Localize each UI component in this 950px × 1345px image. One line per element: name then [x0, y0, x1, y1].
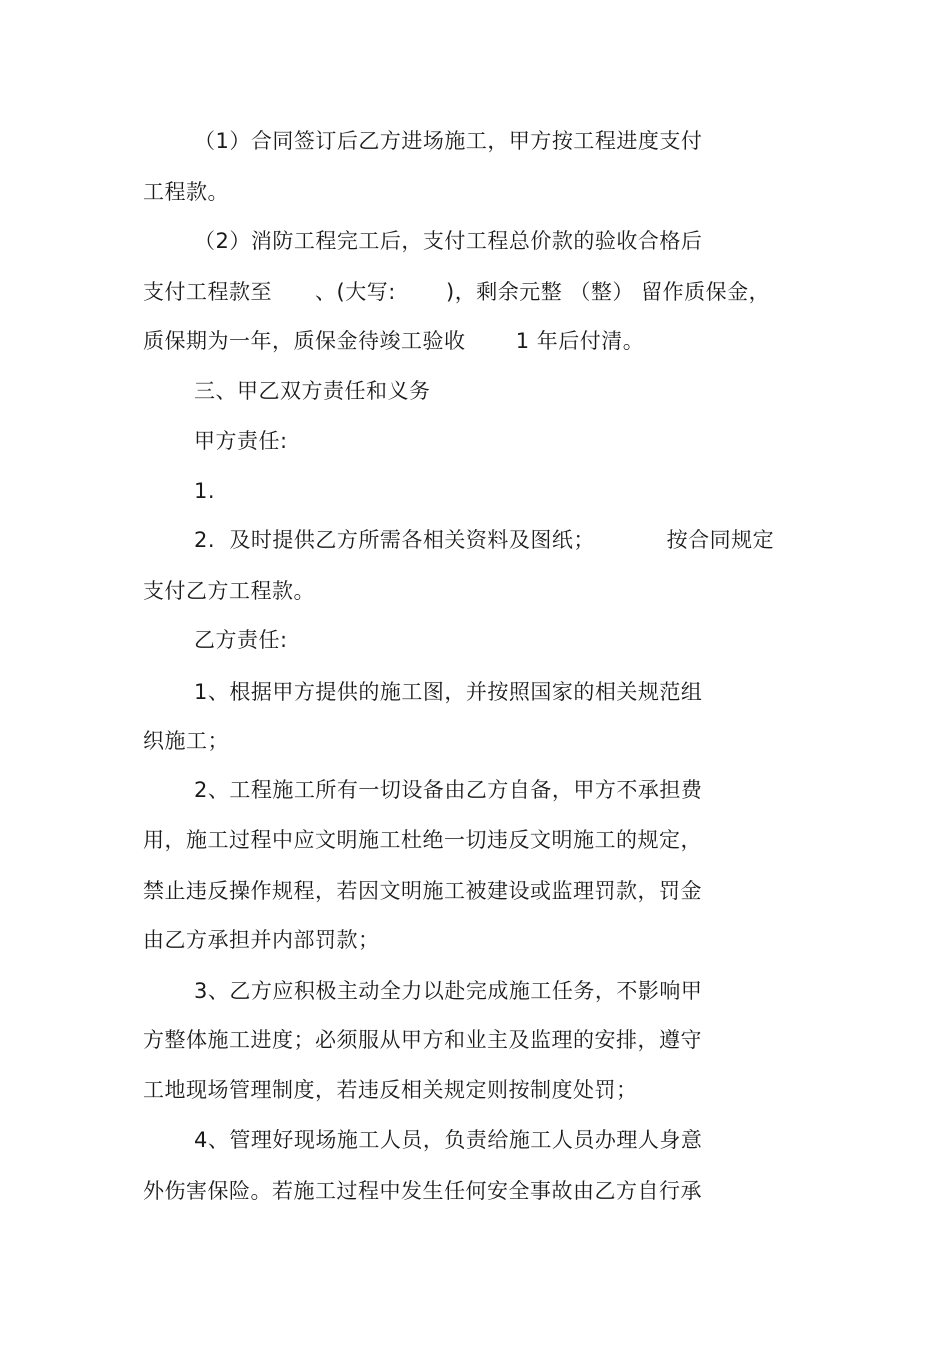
- paragraph-line: 织施工；: [143, 729, 229, 753]
- paragraph-line: 用，施工过程中应文明施工杜绝一切违反文明施工的规定，: [143, 828, 702, 852]
- paragraph-line: 支付工程款至 、(大写: )，剩余元整 （整） 留作质保金，: [143, 280, 771, 304]
- paragraph-line: （1）合同签订后乙方进场施工，甲方按工程进度支付: [194, 129, 703, 153]
- subheading: 乙方责任:: [194, 628, 288, 652]
- paragraph-line: 质保期为一年，质保金待竣工验收 1 年后付清。: [143, 329, 645, 353]
- list-item: 2、工程施工所有一切设备由乙方自备，甲方不承担费: [194, 778, 703, 802]
- list-item: 2. 及时提供乙方所需各相关资料及图纸； 按合同规定: [194, 528, 775, 552]
- paragraph-line: 方整体施工进度；必须服从甲方和业主及监理的安排，遵守: [143, 1028, 702, 1052]
- list-item: 4、管理好现场施工人员，负责给施工人员办理人身意: [194, 1128, 703, 1152]
- paragraph-line: （2）消防工程完工后，支付工程总价款的验收合格后: [194, 229, 703, 253]
- list-item: 1、根据甲方提供的施工图，并按照国家的相关规范组: [194, 680, 703, 704]
- paragraph-line: 禁止违反操作规程，若因文明施工被建设或监理罚款，罚金: [143, 879, 702, 903]
- paragraph-line: 外伤害保险。若施工过程中发生任何安全事故由乙方自行承: [143, 1179, 702, 1203]
- paragraph-line: 由乙方承担并内部罚款；: [143, 928, 380, 952]
- list-item: 1.: [194, 479, 216, 503]
- paragraph-line: 工程款。: [143, 180, 229, 204]
- paragraph-line: 工地现场管理制度，若违反相关规定则按制度处罚；: [143, 1078, 638, 1102]
- paragraph-line: 支付乙方工程款。: [143, 579, 315, 603]
- section-heading: 三、甲乙双方责任和义务: [194, 379, 431, 403]
- subheading: 甲方责任:: [194, 429, 288, 453]
- list-item: 3、乙方应积极主动全力以赴完成施工任务，不影响甲: [194, 979, 703, 1003]
